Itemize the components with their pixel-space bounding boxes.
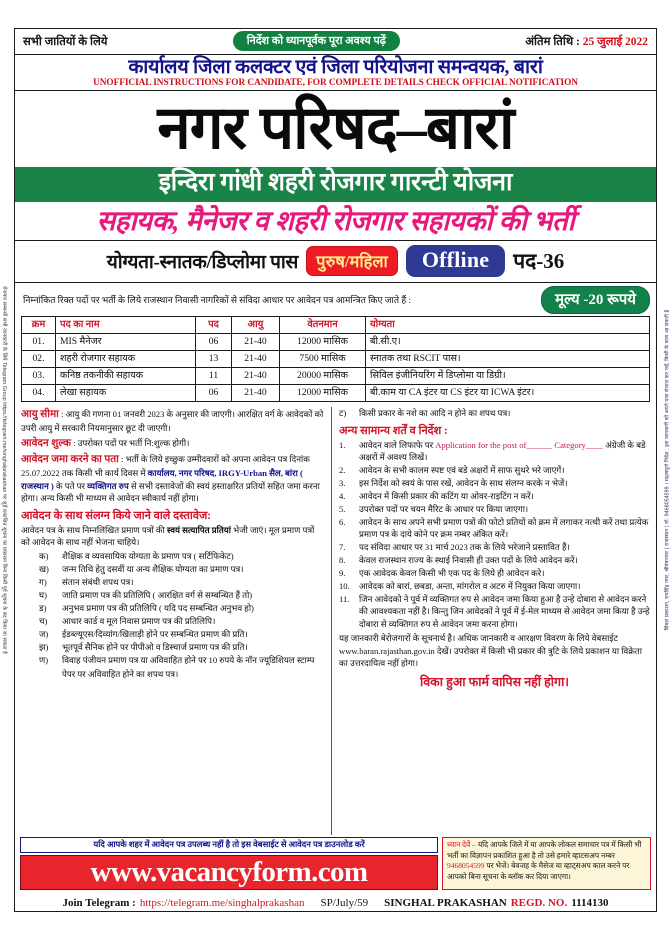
left-details-column — [21, 407, 324, 835]
poster-frame — [1, 28, 671, 912]
whatsapp-warning-box — [442, 837, 651, 890]
list-item — [339, 580, 650, 592]
cell-pay: 20000 मासिक — [280, 368, 366, 385]
instructions-list — [339, 439, 650, 631]
cell-pay: 12000 मासिक — [280, 334, 366, 351]
scheme-name: इन्दिरा गांधी शहरी रोजगार गारन्टी योजना — [15, 167, 656, 201]
instruction-number: 2. — [339, 465, 346, 475]
vacancyform-banner[interactable] — [20, 855, 438, 890]
vacancy-table — [21, 316, 650, 402]
cell-age: 21-40 — [232, 368, 280, 385]
top-bar — [15, 29, 656, 55]
last-date-text: अंतिम तिथि : — [525, 35, 580, 48]
cell-age: 21-40 — [232, 334, 280, 351]
instruction-text: पद संविदा आधार पर 31 मार्च 2023 तक के लिये भरेजाने प्रस्तावित हैं। — [359, 542, 570, 553]
instruction-number: 5. — [339, 503, 346, 514]
table-row — [22, 385, 650, 402]
list-item — [339, 477, 650, 489]
list-item — [339, 541, 650, 553]
instruction-text: केवल राजस्थान राज्य के स्थाई निवासी ही उक्त पदों के लिये आवेदन करें। — [359, 555, 578, 566]
th-sno: क्रम — [22, 316, 56, 333]
warning-label: ध्यान देवें – — [447, 840, 476, 849]
documents-heading: आवेदन के साथ संलग्न किये जाने वाले दस्तावेज: — [21, 509, 211, 522]
instruction-number: 11. — [339, 594, 350, 605]
general-conditions-heading: अन्य सामान्य शर्तें व निर्देश : — [339, 424, 448, 437]
instruction-number: 8. — [339, 555, 346, 566]
telegram-label: Join Telegram : — [62, 897, 136, 909]
documents-intro-bold: स्वयं सत्यापित प्रतियां — [166, 524, 232, 535]
total-posts-badge: पद-36 — [513, 248, 565, 273]
cell-age: 21-40 — [232, 351, 280, 368]
regd-number: 1114130 — [571, 897, 609, 909]
th-qualification: योग्यता — [366, 316, 650, 333]
doc-text: विवाह पंजीयन प्रमाण पत्र या अविवाहित होने पर 10 रुपये के नॉन ज्यूडिशियल स्टाम्प पेपर पर अविवाहित होने का शपथ पत्र। — [62, 655, 315, 679]
instruction-text: आवेदन के सभी कालम स्पष्ट एवं बडे अक्षरों में साफ सुथरे भरे जाएगें। — [359, 465, 565, 475]
doc-marker: च) — [39, 616, 48, 627]
cell-post-name: MIS मैनेजर — [56, 334, 196, 351]
cell-post-name: शहरी रोजगार सहायक — [56, 351, 196, 368]
doc-text: जाति प्रमाण पत्र की प्रतिलिपि ( आरक्षित वर्ग से सम्बन्धित हैं तो) — [62, 590, 253, 601]
list-item — [339, 439, 650, 464]
list-item — [339, 593, 650, 630]
instruction-text: एक आवेदक केवल किसी भी एक पद के लिये ही आवेदन करे। — [359, 568, 545, 579]
intro-text: निम्नांकित रिक्त पदों पर भर्ती के लिये राजस्थान निवासी नागरिकों से संविदा आधार पर आवेदन पत्र आमन्त्रित किए जाते हैं : — [23, 294, 411, 305]
submission-address-text-3: से सभी दस्तावेजों की स्वयं हस्ताक्षरित प्रतियों सहित जमा करना होगा। अन्य किसी भी माध्यम से आवेदन स्वीकार्य नहीं होगा। — [21, 480, 320, 504]
cell-sno: 04. — [22, 385, 56, 402]
doc-marker: ण) — [39, 655, 49, 666]
gender-badge: पुरुष/महिला — [306, 246, 398, 276]
intro-row — [15, 283, 656, 316]
unofficial-notice: UNOFFICIAL INSTRUCTIONS FOR CANDIDATE, FOR COMPLETE DETAILS CHECK OFFICIAL NOTIFICATION — [15, 78, 656, 91]
list-item — [39, 589, 324, 602]
instruction-text: इस निर्देश को स्वयं के पास रखें, आवेदन के साथ संलग्न करके न भेजें। — [359, 477, 568, 488]
doc-text: जन्म तिथि हेतु दसवीं या अन्य शैक्षिक योग्यता का प्रमाण पत्र। — [62, 564, 244, 575]
extra-document-item — [339, 407, 650, 419]
documents-intro-2: भेजी जाएं। मूल प्रमाण पत्रों को आवेदन के साथ नहीं भेजना चाहिये। — [21, 524, 315, 548]
application-fee-label: आवेदन शुल्क — [21, 437, 72, 449]
th-post-name: पद का नाम — [56, 316, 196, 333]
warning-text-2: पर भेजें। बेवजह के मैसेज या व्हाट्सअप काल करने पर आपको बिना सूचना के ब्लॉक कर दिया जाएगा। — [447, 861, 630, 881]
vacancyform-url[interactable]: www.vacancyform.com — [90, 856, 368, 888]
doc-marker: ज) — [39, 629, 49, 640]
page-title: नगर परिषद–बारां — [157, 95, 514, 162]
cell-pay: 7500 मासिक — [280, 351, 366, 368]
table-row — [22, 351, 650, 368]
footer — [15, 894, 656, 911]
list-item — [339, 503, 650, 515]
cell-qualification: सिविल इंजीनियरिंग में डिप्लोमा या डिग्री। — [366, 368, 650, 385]
list-item — [39, 654, 324, 680]
submission-address-label: आवेदन जमा करने का पता — [21, 454, 119, 466]
instruction-post: अंग्रेजी के बडे अक्षरों में अवश्य लिखें। — [359, 439, 646, 463]
cell-qualification: बी.सी.ए। — [366, 334, 650, 351]
submission-address-office: कार्यालय, नगर परिषद, IRGY-Urban सैल, बांरा ( राजस्थान ) — [21, 468, 303, 491]
read-instructions-pill: निर्देश को ध्यानपूर्वक पूरा अवश्य पढ़ें — [233, 31, 400, 51]
submission-address-text-1: : भर्ती के लिये इच्छुक उम्मीदवारों को अपना आवेदन पत्र दिनांक 25.07.2022 तक किसी भी कार्य दिवस में — [21, 454, 310, 479]
sp-code: SP/July/59 — [320, 897, 369, 909]
warning-text-1: यदि आपके जिले में या आपके लोकल समाचार पत्र में किसी भी भर्ती का विज्ञापन प्रकाशित हुआ है तो उसे हमारे व्हाटसअप नम्बर — [447, 840, 642, 860]
doc-text: संतान संबंधी शपथ पत्र। — [62, 577, 134, 588]
regd-label: REGD. NO. — [510, 897, 568, 909]
list-item — [39, 550, 324, 563]
office-title: कार्यालय जिला कलक्टर एवं जिला परियोजना समन्वयक, बारां — [128, 57, 543, 78]
recruitment-headline: सहायक, मैनेजर व शहरी रोजगार सहायकों की भर्ती — [15, 202, 656, 241]
list-item — [39, 602, 324, 615]
telegram-link[interactable]: https://telegram.me/singhalprakashan — [139, 897, 305, 909]
cell-age: 21-40 — [232, 385, 280, 402]
instruction-number: 6. — [339, 516, 346, 527]
cell-sno: 02. — [22, 351, 56, 368]
details-columns — [15, 405, 656, 835]
age-limit-block — [21, 407, 324, 435]
instruction-number: 1. — [339, 439, 346, 450]
submission-address-text-2: के पते पर — [53, 480, 88, 491]
doc-text: अनुभव प्रमाण पत्र की प्रतिलिपि ( यदि पद सम्बन्धित अनुभव हो) — [62, 603, 254, 614]
doc-text: भूतपूर्व सैनिक होने पर पीपीओ व डिस्चार्ज प्रमाण पत्र की प्रति। — [62, 642, 248, 653]
right-details-column — [331, 407, 650, 835]
all-castes-label: सभी जातियों के लिये — [23, 35, 108, 48]
list-item — [39, 641, 324, 654]
instruction-pre: आवेदन वाले लिफाफे पर — [359, 439, 436, 450]
list-item — [339, 516, 650, 541]
mode-badge: Offline — [406, 245, 505, 277]
last-date-value: 25 जुलाई 2022 — [582, 35, 648, 48]
no-return-notice: विका हुआ फार्म वापिस नहीं होगा। — [419, 674, 570, 689]
side-strip-left-text: रोजगार सम्बन्धी सभी जानकारी के लिये Telegram Group https://telegram.me/singhalprakashan पर जुड़ें प्रकाशित सूचना का प्रकाशन बिना किसी पूर्व सूचना के बंद किया जा सकता है — [1, 285, 8, 655]
list-item — [339, 490, 650, 502]
application-fee-text: : उपरोक्त पदों पर भर्ती नि:शुल्क होगी। — [73, 437, 190, 448]
list-item — [39, 576, 324, 589]
doc-marker: घ) — [39, 590, 47, 601]
list-item — [39, 615, 324, 628]
doc-text: शैक्षिक व व्यवसायिक योग्यता के प्रमाण पत्र ( सर्टिफिकेट) — [62, 550, 234, 561]
instruction-english: Application for the post of______ Category____ — [435, 439, 604, 450]
table-row — [22, 334, 650, 351]
cell-posts: 06 — [196, 385, 232, 402]
th-age: आयु — [232, 316, 280, 333]
official-website-link[interactable]: www.baran.rajasthan.gov.in — [339, 645, 435, 656]
list-item — [339, 567, 650, 579]
download-note: यदि आपके शहर में आवेदन पत्र उपलब्ध नहीं है तो इस वेबसाईट से आवेदन पत्र डाउनलोड करें — [20, 837, 438, 853]
doc-marker: ड) — [39, 603, 47, 614]
closing-text-2: देखें। उपरोक्त में किसी भी प्रकार की त्रुटि के लिये प्रकाशन या विक्रेता का उत्तरदायित्व नहीं होगा। — [339, 645, 642, 669]
doc-text: किसी प्रकार के नशे का आदि न होने का शपथ पत्र। — [359, 408, 511, 419]
instruction-text: आवेदन के साथ अपने सभी प्रमाण पत्रों की फोटो प्रतियों को क्रम में लगाकर नत्थी करें तथा प्रत्येक प्रमाण पत्र के दाये कोने पर क्रम नम्बर अंकित करें। — [359, 516, 649, 540]
instruction-number: 7. — [339, 542, 346, 553]
doc-text: ईडब्ल्यूएस/दिव्यांग/खिलाड़ी होने पर सम्बन्धित प्रमाण की प्रति। — [62, 629, 248, 640]
doc-marker: ख) — [39, 564, 49, 575]
instruction-text — [359, 439, 650, 464]
documents-intro — [21, 524, 324, 549]
instruction-number: 4. — [339, 490, 346, 501]
submission-address-mode: व्यक्तिगत रुप — [87, 480, 129, 491]
cell-qualification: बी.काम या CA इंटर या CS इंटर या ICWA इंटर। — [366, 385, 650, 402]
doc-marker: क) — [39, 550, 49, 561]
closing-note — [339, 632, 650, 669]
whatsapp-number: 9468054599 — [447, 861, 485, 871]
table-header-row — [22, 316, 650, 333]
list-item — [339, 464, 650, 476]
cell-sno: 03. — [22, 368, 56, 385]
list-item — [39, 563, 324, 576]
list-item — [339, 407, 650, 419]
instruction-number: 10. — [339, 581, 350, 592]
application-fee-block — [21, 436, 324, 451]
instruction-number: 3. — [339, 477, 346, 488]
age-limit-text: : आयु की गणना 01 जनवरी 2023 के अनुसार की जाएगी। आरक्षित वर्ग के आवेदकों को उपरी आयु में सरकारी नियमानुसार छूट दी जाएगी। — [21, 409, 324, 434]
side-strip-left — [0, 29, 14, 911]
table-row — [22, 368, 650, 385]
download-banner — [20, 837, 438, 890]
documents-list — [39, 550, 324, 681]
cell-posts: 11 — [196, 368, 232, 385]
cell-sno: 01. — [22, 334, 56, 351]
cell-pay: 12000 मासिक — [280, 385, 366, 402]
submission-address-block — [21, 452, 324, 505]
doc-marker: ट) — [339, 408, 347, 419]
side-strip-right-text: सिंघल प्रकाशन, रायसिंह नगर, श्रीगंगानगर ( राजस्थान ) मो. 9468054599 । महत्वपूर्ण निर्देश : इस जानकारी को अपने पास संभाल कर रखें, किसी के काम आ सकती है — [664, 309, 671, 631]
cell-posts: 06 — [196, 334, 232, 351]
price-badge: मूल्य -20 रूपये — [541, 286, 650, 314]
qualification-text: योग्यता-स्नातक/डिप्लोमा पास — [106, 251, 299, 273]
instruction-text: उपरोक्त पदों पर चयन मैरिट के आधार पर किया जाएगा। — [359, 503, 529, 514]
instruction-text: जिन आवेदको ने पूर्व में व्यक्तिगत रुप से आवेदन जमा किया हुआ है उन्हे दोबारा से आवेदन करने की आवश्यकता नहीं है। किन्तु जिन आवेदकों ने पूर्व में ई-मेल माध्यम से आवेदन जमा किया है उन्हे दोबारा से व्यक्तिगत रुप से आवेदन जमा करना होगा। — [359, 594, 650, 629]
last-date-label — [525, 34, 648, 49]
list-item — [39, 628, 324, 641]
publisher-name: SINGHAL PRAKASHAN — [384, 897, 507, 909]
th-pay: वेतनमान — [280, 316, 366, 333]
cell-posts: 13 — [196, 351, 232, 368]
bottom-banner-row — [15, 835, 656, 894]
cell-qualification: स्नातक तथा RSCIT पास। — [366, 351, 650, 368]
cell-post-name: कनिष्ठ तकनीकी सहायक — [56, 368, 196, 385]
doc-marker: ग) — [39, 577, 47, 588]
documents-intro-1: आवेदन पत्र के साथ निम्नलिखित प्रमाण पत्रों की — [21, 524, 167, 535]
doc-text: आधार कार्ड व मूल निवास प्रमाण पत्र की प्रतिलिपि। — [62, 616, 216, 627]
th-posts: पद — [196, 316, 232, 333]
age-limit-label: आयु सीमा — [21, 409, 59, 421]
side-strip-right — [657, 29, 671, 911]
instruction-text: आवेदन में किसी प्रकार की कटिंग या ओवर-राइटिंग न करें। — [359, 490, 534, 501]
doc-marker: झ) — [39, 642, 49, 653]
instruction-text: आवेदक को बारां, छबडा, अन्ता, मांगरोल व अटरु में नियुक्त किया जाएगा। — [359, 581, 581, 592]
list-item — [339, 554, 650, 566]
closing-text-1: यह जानकारी बेरोजगारों के सूचनार्थ है। अधिक जानकारी व आरक्षण विवरण के लिये वेबसाईट — [339, 633, 618, 644]
qualification-row — [15, 241, 656, 283]
instruction-number: 9. — [339, 568, 346, 579]
cell-post-name: लेखा सहायक — [56, 385, 196, 402]
